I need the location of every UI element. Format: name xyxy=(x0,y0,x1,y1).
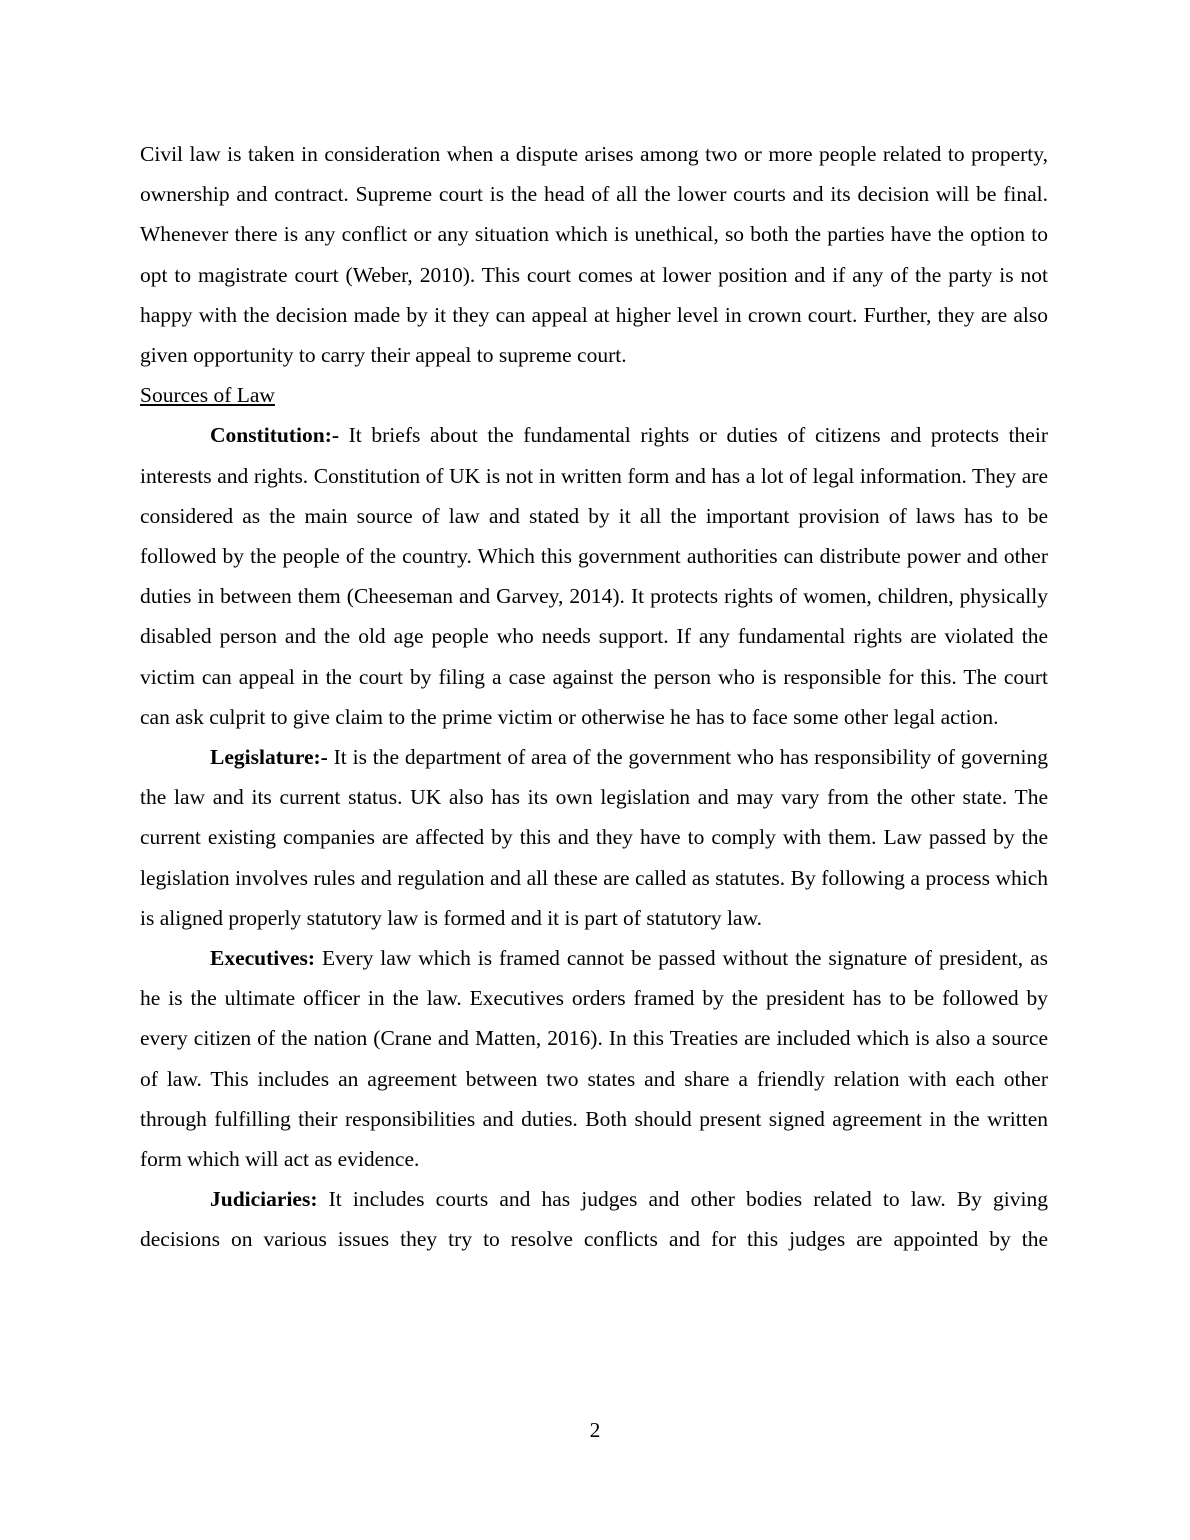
intro-paragraph: Civil law is taken in consideration when a dispute arises among two or more people related to property, ownership and contract. Supreme court is the head of all the lower courts and its decision will be final. Whenever there is any conflict or any situation which is unethical, so both the parties have the option to opt to magistrate court (Weber, 2010). This court comes at lower position and if any of the party is not happy with the decision made by it they can appeal at higher level in crown court. Further, they are also given opportunity to carry their appeal to supreme court. xyxy=(140,142,1048,368)
source-paragraph-executives xyxy=(140,938,1048,1179)
source-paragraph-judiciaries xyxy=(140,1179,1048,1259)
source-text-constitution: It briefs about the fundamental rights or duties of citizens and protects their interests and rights. Constitution of UK is not in written form and has a lot of legal information. They are considered as the main source of law and stated by it all the important provision of laws has to be followed by the people of the country. Which this government authorities can distribute power and other duties in between them (Cheeseman and Garvey, 2014). It protects rights of women, children, physically disabled person and the old age people who needs support. If any fundamental rights are violated the victim can appeal in the court by filing a case against the person who is responsible for this. The court can ask culprit to give claim to the prime victim or otherwise he has to face some other legal action. xyxy=(140,423,1048,729)
source-paragraph-legislature xyxy=(140,737,1048,938)
section-heading-sources-of-law: Sources of Law xyxy=(140,383,275,408)
document-page xyxy=(140,134,1048,1260)
source-term-constitution: Constitution:- xyxy=(210,423,340,448)
source-text-executives: Every law which is framed cannot be passed without the signature of president, as he is the ultimate officer in the law. Executives orders framed by the president has to be followed by every citizen of the nation (Crane and Matten, 2016). In this Treaties are included which is also a source of law. This includes an agreement between two states and share a friendly relation with each other through fulfilling their responsibilities and duties. Both should present signed agreement in the written form which will act as evidence. xyxy=(140,946,1048,1172)
source-paragraph-constitution xyxy=(140,415,1048,737)
page-number: 2 xyxy=(589,1418,601,1442)
source-text-legislature: It is the department of area of the government who has responsibility of governing the law and its current status. UK also has its own legislation and may vary from the other state. The current existing companies are affected by this and they have to comply with them. Law passed by the legislation involves rules and regulation and all these are called as statutes. By following a process which is aligned properly statutory law is formed and it is part of statutory law. xyxy=(140,745,1048,930)
source-term-legislature: Legislature:- xyxy=(210,745,328,770)
source-term-executives: Executives: xyxy=(210,946,316,971)
source-term-judiciaries: Judiciaries: xyxy=(210,1187,318,1212)
source-text-judiciaries: It includes courts and has judges and other bodies related to law. By giving decisions on various issues they try to resolve conflicts and for this judges are appointed by the xyxy=(140,1187,1048,1252)
